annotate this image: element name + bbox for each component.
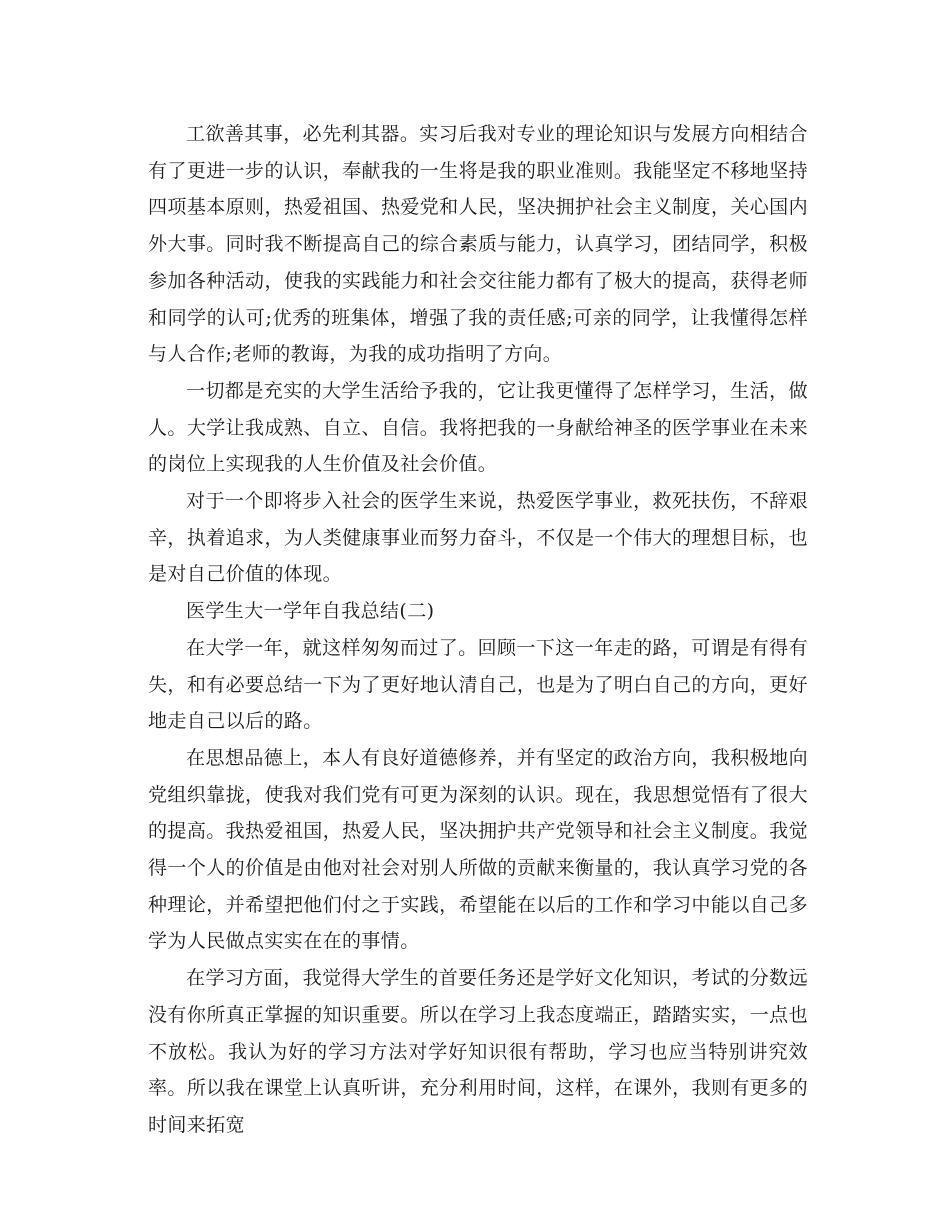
paragraph-3: 对于一个即将步入社会的医学生来说，热爱医学事业，救死扶伤，不辞艰辛，执着追求，为人类健康事业而努力奋斗，不仅是一个伟大的理想目标，也是对自己价值的体现。: [148, 490, 808, 586]
paragraph-6: 在学习方面，我觉得大学生的首要任务还是学好文化知识，考试的分数远没有你所真正掌握的知识重要。所以在学习上我态度端正，踏踏实实，一点也不放松。我认为好的学习方法对学好知识很有帮助，学习也应当特别讲究效率。所以我在课堂上认真听讲，充分利用时间，这样，在课外，我则有更多的时间来拓宽: [148, 967, 808, 1136]
document-body: [148, 116, 808, 1144]
paragraph-4: 在大学一年，就这样匆匆而过了。回顾一下这一年走的路，可谓是有得有失，和有必要总结一下为了更好地认清自己，也是为了明白自己的方向，更好地走自己以后的路。: [148, 636, 808, 733]
section-heading: 医学生大一学年自我总结(二): [186, 600, 435, 623]
paragraph-1: 工欲善其事，必先利其器。实习后我对专业的理论知识与发展方向相结合有了更进一步的认识，奉献我的一生将是我的职业准则。我能坚定不移地坚持四项基本原则，热爱祖国、热爱党和人民，坚决拥护社会主义制度，关心国内外大事。同时我不断提高自己的综合素质与能力，认真学习，团结同学，积极参加各种活动，使我的实践能力和社会交往能力都有了极大的提高，获得老师和同学的认可;优秀的班集体，增强了我的责任感;可亲的同学，让我懂得怎样与人合作;老师的教诲，为我的成功指明了方向。: [148, 123, 808, 366]
paragraph-5: 在思想品德上，本人有良好道德修养，并有坚定的政治方向，我积极地向党组织靠拢，使我对我们党有可更为深刻的认识。现在，我思想觉悟有了很大的提高。我热爱祖国，热爱人民，坚决拥护共产党领导和社会主义制度。我觉得一个人的价值是由他对社会对别人所做的贡献来衡量的，我认真学习党的各种理论，并希望把他们付之于实践，希望能在以后的工作和学习中能以自己多学为人民做点实实在在的事情。: [148, 746, 808, 953]
paragraph-2: 一切都是充实的大学生活给予我的，它让我更懂得了怎样学习，生活，做人。大学让我成熟、自立、自信。我将把我的一身献给神圣的医学事业在未来的岗位上实现我的人生价值及社会价值。: [148, 379, 808, 476]
